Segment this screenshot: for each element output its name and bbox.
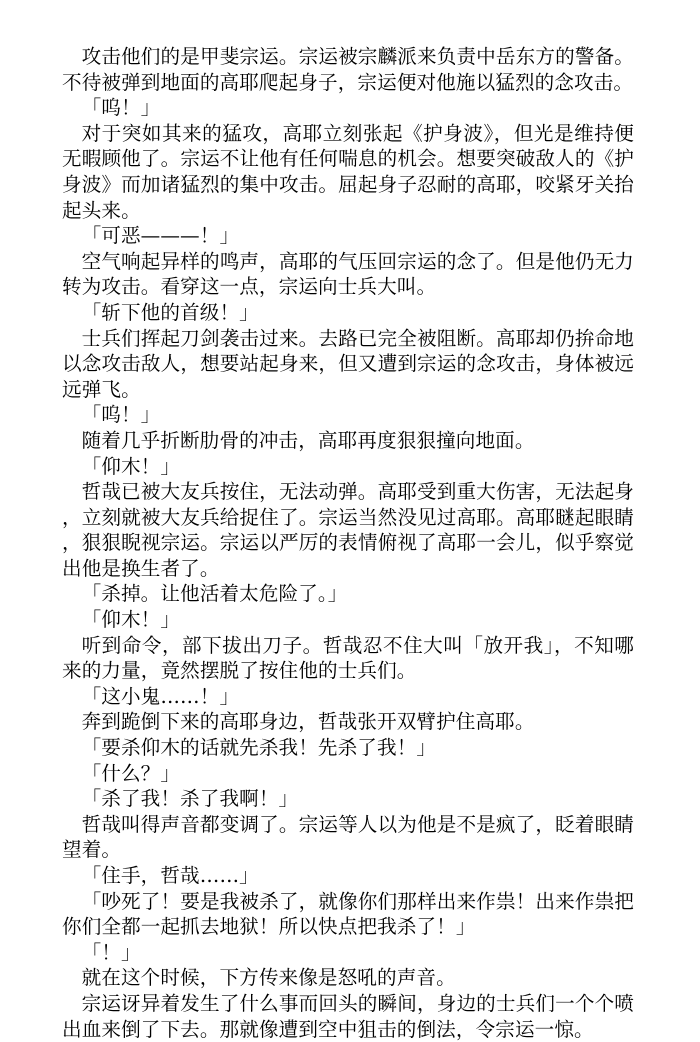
dialogue-line: 「仰木！」	[81, 454, 181, 478]
paragraph: 听到命令，部下拔出刀子。哲哉忍不住大叫「放开我」，不知哪来的力量，竟然摆脱了按住他的士兵们。	[62, 633, 634, 683]
paragraph: 攻击他们的是甲斐宗运。宗运被宗麟派来负责中岳东方的警备。不待被弹到地面的高耶爬起身子，宗运便对他施以猛烈的念攻击。	[62, 45, 634, 94]
paragraph: 哲哉已被大友兵按住，无法动弹。高耶受到重大伤害，无法起身，立刻就被大友兵给捉住了。宗运当然没见过高耶。高耶瞇起眼睛，狠狠睨视宗运。宗运以严厉的表情俯视了高耶一会儿，似乎察觉出他是换生者了。	[62, 480, 634, 580]
dialogue-line: 「呜！」	[81, 96, 161, 120]
dialogue-line: 「什么？」	[81, 761, 181, 785]
dialogue-line: 「！」	[81, 940, 141, 964]
paragraph: 宗运讶异着发生了什么事而回头的瞬间，身边的士兵们一个个喷出血来倒了下去。那就像遭到空中狙击的倒法，令宗运一惊。	[62, 991, 634, 1041]
dialogue-line: 「可恶———！」	[81, 224, 240, 248]
paragraph: 空气响起异样的鸣声，高耶的气压回宗运的念了。但是他仍无力转为攻击。看穿这一点，宗运向士兵大叫。	[62, 249, 634, 299]
paragraph: 就在这个时候，下方传来像是怒吼的声音。	[81, 966, 456, 990]
paragraph: 哲哉叫得声音都变调了。宗运等人以为他是不是疯了，眨着眼睛望着。	[62, 812, 634, 862]
document-page	[62, 44, 634, 1042]
dialogue-line: 「仰木！」	[81, 608, 181, 632]
dialogue-line: 「呜！」	[81, 403, 161, 427]
dialogue-line: 「斩下他的首级！」	[81, 300, 259, 324]
dialogue-line: 「要杀仰木的话就先杀我！先杀了我！」	[81, 736, 437, 760]
dialogue-line: 「杀了我！杀了我啊！」	[81, 787, 299, 811]
dialogue-line: 「这小鬼……！」	[81, 684, 240, 708]
paragraph: 奔到跪倒下来的高耶身边，哲哉张开双臂护住高耶。	[81, 710, 535, 734]
dialogue-line: 「住手，哲哉……」	[81, 864, 259, 887]
dialogue-line: 「吵死了！要是我被杀了，就像你们那样出来作祟！出来作祟把你们全都一起抓去地狱！所以快点把我杀了！」	[62, 889, 634, 939]
paragraph: 随着几乎折断肋骨的冲击，高耶再度狠狠撞向地面。	[81, 428, 535, 452]
paragraph: 士兵们挥起刀剑袭击过来。去路已完全被阻断。高耶却仍拚命地以念攻击敌人，想要站起身来，但又遭到宗运的念攻击，身体被远远弹飞。	[62, 326, 634, 401]
dialogue-line: 「杀掉。让他活着太危险了。」	[81, 582, 348, 606]
paragraph: 对于突如其来的猛攻，高耶立刻张起《护身波》，但光是维持便无暇顾他了。宗运不让他有任何喘息的机会。想要突破敌人的《护身波》而加诸猛烈的集中攻击。屈起身子忍耐的高耶，咬紧牙关抬起头来。	[62, 121, 634, 222]
